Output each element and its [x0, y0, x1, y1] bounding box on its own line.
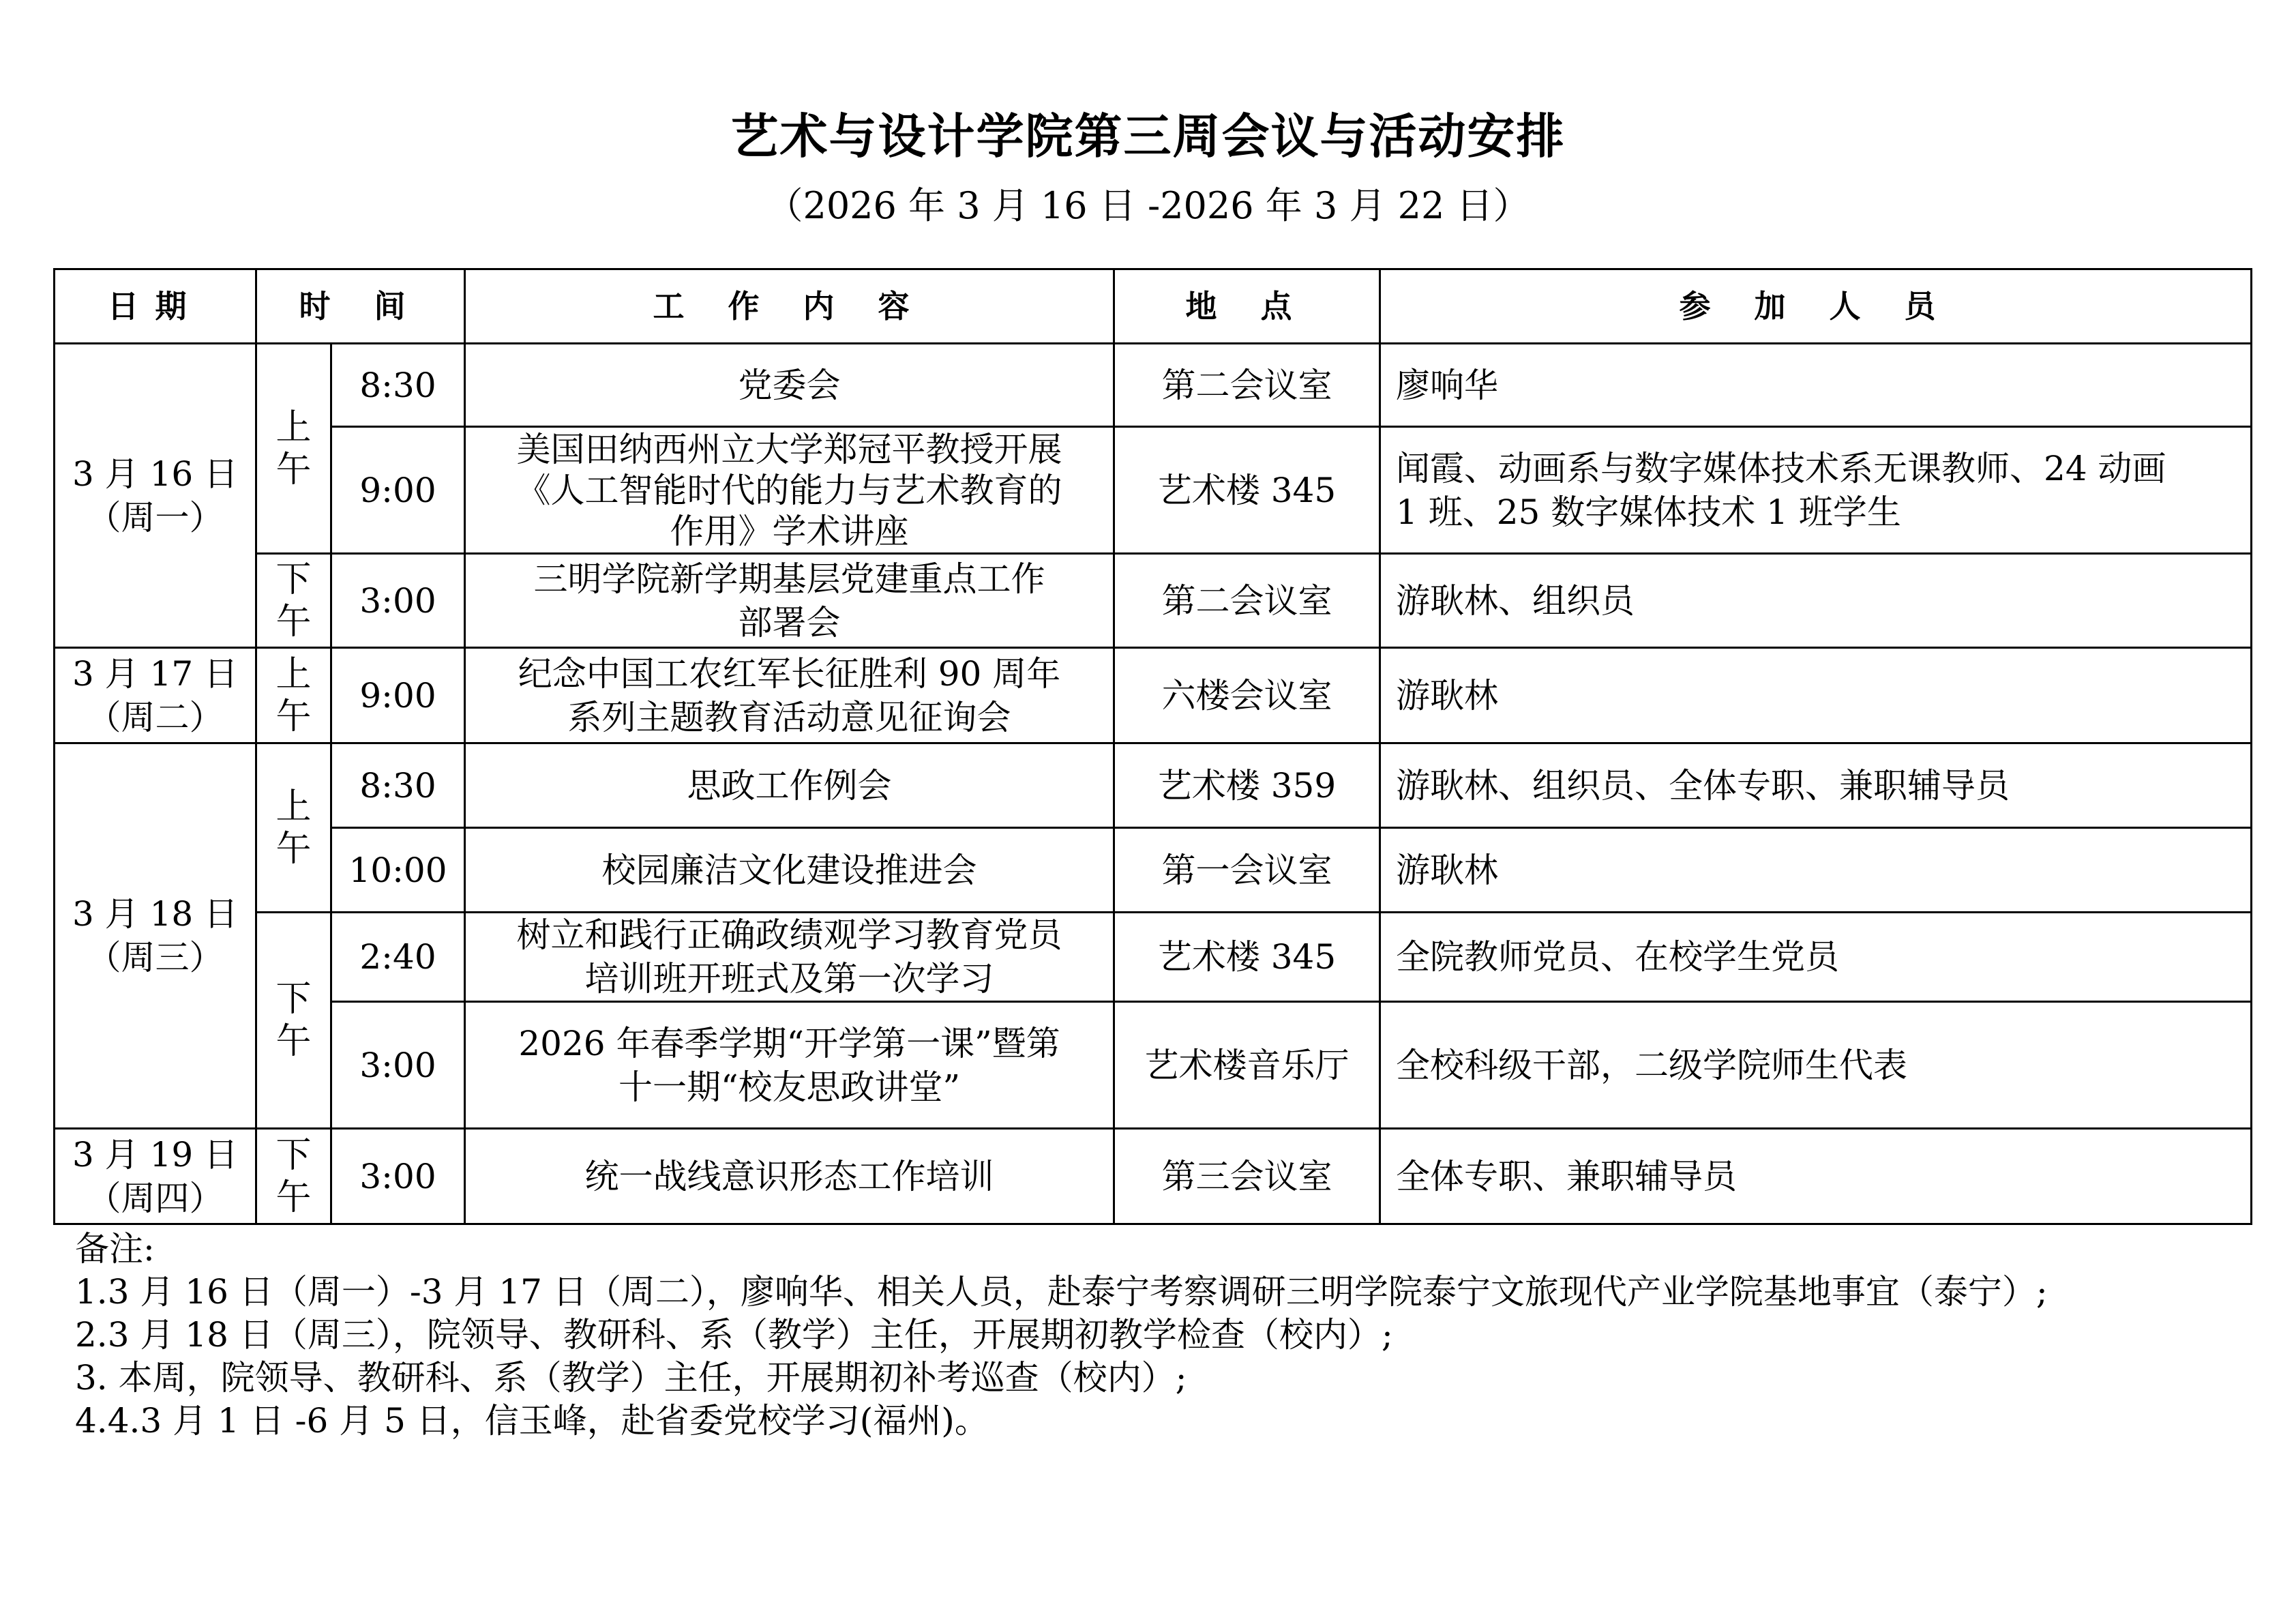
content-cell: [465, 828, 1114, 913]
table-row: [55, 913, 2252, 1002]
note-line: 3. 本周，院领导、教研科、系（教学）主任，开展期初补考巡查（校内）;: [75, 1358, 1187, 1398]
attendees-line: 全体专职、兼职辅导员: [1396, 1156, 1738, 1196]
period-char: 上: [275, 786, 312, 827]
period-char: 午: [275, 828, 312, 870]
weekday-text: （周二）: [87, 697, 224, 737]
date-cell: [55, 648, 256, 743]
location-cell: 艺术楼 359: [1114, 743, 1380, 828]
content-line: 培训班开班式及第一次学习: [584, 959, 994, 999]
time-cell: 10:00: [331, 828, 465, 913]
content-line: 部署会: [738, 602, 841, 643]
content-cell: [465, 427, 1114, 554]
attendees-cell: [1380, 1002, 2252, 1129]
time-cell: 3:00: [331, 1129, 465, 1224]
period-cell: [256, 344, 331, 554]
note-line: 1.3 月 16 日（周一）-3 月 17 日（周二），廖响华、相关人员，赴泰宁考察调研三明学院泰宁文旅现代产业学院基地事宜（泰宁）;: [75, 1272, 2048, 1312]
attendees-line: 闻霞、动画系与数字媒体技术系无课教师、24 动画: [1396, 448, 2166, 488]
attendees-line: 游耿林: [1396, 675, 1499, 715]
date-range-subtitle: （2026 年 3 月 16 日 -2026 年 3 月 22 日）: [766, 184, 1530, 227]
time-cell: 2:40: [331, 913, 465, 1002]
content-line: 三明学院新学期基层党建重点工作: [533, 559, 1045, 599]
period-char: 下: [275, 979, 312, 1020]
time-cell: 9:00: [331, 648, 465, 743]
date-cell: [55, 1129, 256, 1224]
page-title: 艺术与设计学院第三周会议与活动安排: [730, 108, 1566, 164]
period-cell: [256, 554, 331, 648]
period-char: 午: [275, 449, 312, 490]
date-text: 3 月 18 日: [72, 894, 239, 934]
table-row: [55, 648, 2252, 743]
location-cell: 第二会议室: [1114, 554, 1380, 648]
attendees-line: 全校科级干部，二级学院师生代表: [1396, 1045, 1908, 1085]
content-line: 作用》学术讲座: [670, 511, 909, 551]
period-cell: [256, 913, 331, 1129]
period-char: 上: [275, 653, 312, 695]
attendees-cell: [1380, 648, 2252, 743]
attendees-cell: [1380, 344, 2252, 427]
attendees-line: 游耿林: [1396, 850, 1499, 890]
content-line: 树立和践行正确政绩观学习教育党员: [516, 915, 1062, 955]
attendees-cell: [1380, 1129, 2252, 1224]
location-cell: 艺术楼音乐厅: [1114, 1002, 1380, 1129]
attendees-cell: [1380, 828, 2252, 913]
attendees-line: 廖响华: [1396, 365, 1499, 405]
period-char: 午: [275, 601, 312, 643]
table-row: [55, 743, 2252, 828]
header-date: 日期: [55, 269, 256, 344]
content-line: 系列主题教育活动意见征询会: [567, 697, 1011, 737]
notes-heading: 备注:: [75, 1229, 155, 1269]
period-cell: [256, 1129, 331, 1224]
note-line: 4.4.3 月 1 日 -6 月 5 日，信玉峰，赴省委党校学习(福州)。: [75, 1401, 989, 1441]
header-attendees: 参 加 人 员: [1380, 269, 2252, 344]
period-char: 午: [275, 696, 312, 737]
weekday-text: （周四）: [87, 1178, 224, 1218]
date-text: 3 月 17 日: [72, 653, 239, 694]
attendees-cell: [1380, 554, 2252, 648]
attendees-line: 1 班、25 数字媒体技术 1 班学生: [1396, 492, 1901, 532]
table-row: [55, 427, 2252, 554]
content-cell: [465, 913, 1114, 1002]
attendees-cell: [1380, 913, 2252, 1002]
weekday-text: （周一）: [87, 497, 224, 537]
table-row: [55, 828, 2252, 913]
content-cell: [465, 554, 1114, 648]
date-cell: [55, 344, 256, 648]
location-cell: 艺术楼 345: [1114, 913, 1380, 1002]
attendees-line: 游耿林、组织员、全体专职、兼职辅导员: [1396, 765, 2010, 806]
table-row: [55, 344, 2252, 427]
header-location: 地 点: [1114, 269, 1380, 344]
content-cell: [465, 1129, 1114, 1224]
location-cell: 六楼会议室: [1114, 648, 1380, 743]
attendees-cell: [1380, 743, 2252, 828]
period-char: 午: [275, 1021, 312, 1062]
attendees-cell: [1380, 427, 2252, 554]
content-cell: [465, 648, 1114, 743]
time-cell: 3:00: [331, 554, 465, 648]
time-cell: 8:30: [331, 743, 465, 828]
period-char: 午: [275, 1177, 312, 1218]
period-cell: [256, 743, 331, 913]
attendees-line: 游耿林、组织员: [1396, 580, 1635, 621]
date-text: 3 月 16 日: [72, 454, 239, 494]
content-line: 思政工作例会: [687, 765, 892, 806]
content-line: 统一战线意识形态工作培训: [584, 1156, 994, 1196]
content-line: 美国田纳西州立大学郑冠平教授开展: [516, 429, 1062, 469]
notes-section: [75, 1228, 2257, 1443]
header-time: 时 间: [256, 269, 465, 344]
location-cell: 艺术楼 345: [1114, 427, 1380, 554]
content-cell: [465, 344, 1114, 427]
period-char: 上: [275, 407, 312, 448]
content-line: 校园廉洁文化建设推进会: [601, 850, 977, 890]
table-row: [55, 1129, 2252, 1224]
date-text: 3 月 19 日: [72, 1134, 239, 1175]
content-cell: [465, 1002, 1114, 1129]
weekday-text: （周三）: [87, 938, 224, 977]
time-cell: 8:30: [331, 344, 465, 427]
content-line: 纪念中国工农红军长征胜利 90 周年: [518, 653, 1061, 694]
time-cell: 3:00: [331, 1002, 465, 1129]
period-char: 下: [275, 559, 312, 600]
header-content: 工 作 内 容: [465, 269, 1114, 344]
location-cell: 第一会议室: [1114, 828, 1380, 913]
date-cell: [55, 743, 256, 1129]
table-row: [55, 1002, 2252, 1129]
attendees-line: 全院教师党员、在校学生党员: [1396, 937, 1840, 977]
content-cell: [465, 743, 1114, 828]
schedule-table: [53, 268, 2252, 1225]
table-row: [55, 554, 2252, 648]
location-cell: 第三会议室: [1114, 1129, 1380, 1224]
period-cell: [256, 648, 331, 743]
content-line: 十一期“校友思政讲堂”: [618, 1067, 961, 1107]
header-row: [55, 269, 2252, 344]
note-line: 2.3 月 18 日（周三），院领导、教研科、系（教学）主任，开展期初教学检查（校内）;: [75, 1315, 1393, 1355]
content-line: 2026 年春季学期“开学第一课”暨第: [518, 1023, 1060, 1063]
time-cell: 9:00: [331, 427, 465, 554]
content-line: 《人工智能时代的能力与艺术教育的: [516, 470, 1062, 510]
period-char: 下: [275, 1134, 312, 1176]
location-cell: 第二会议室: [1114, 344, 1380, 427]
content-line: 党委会: [738, 365, 841, 405]
